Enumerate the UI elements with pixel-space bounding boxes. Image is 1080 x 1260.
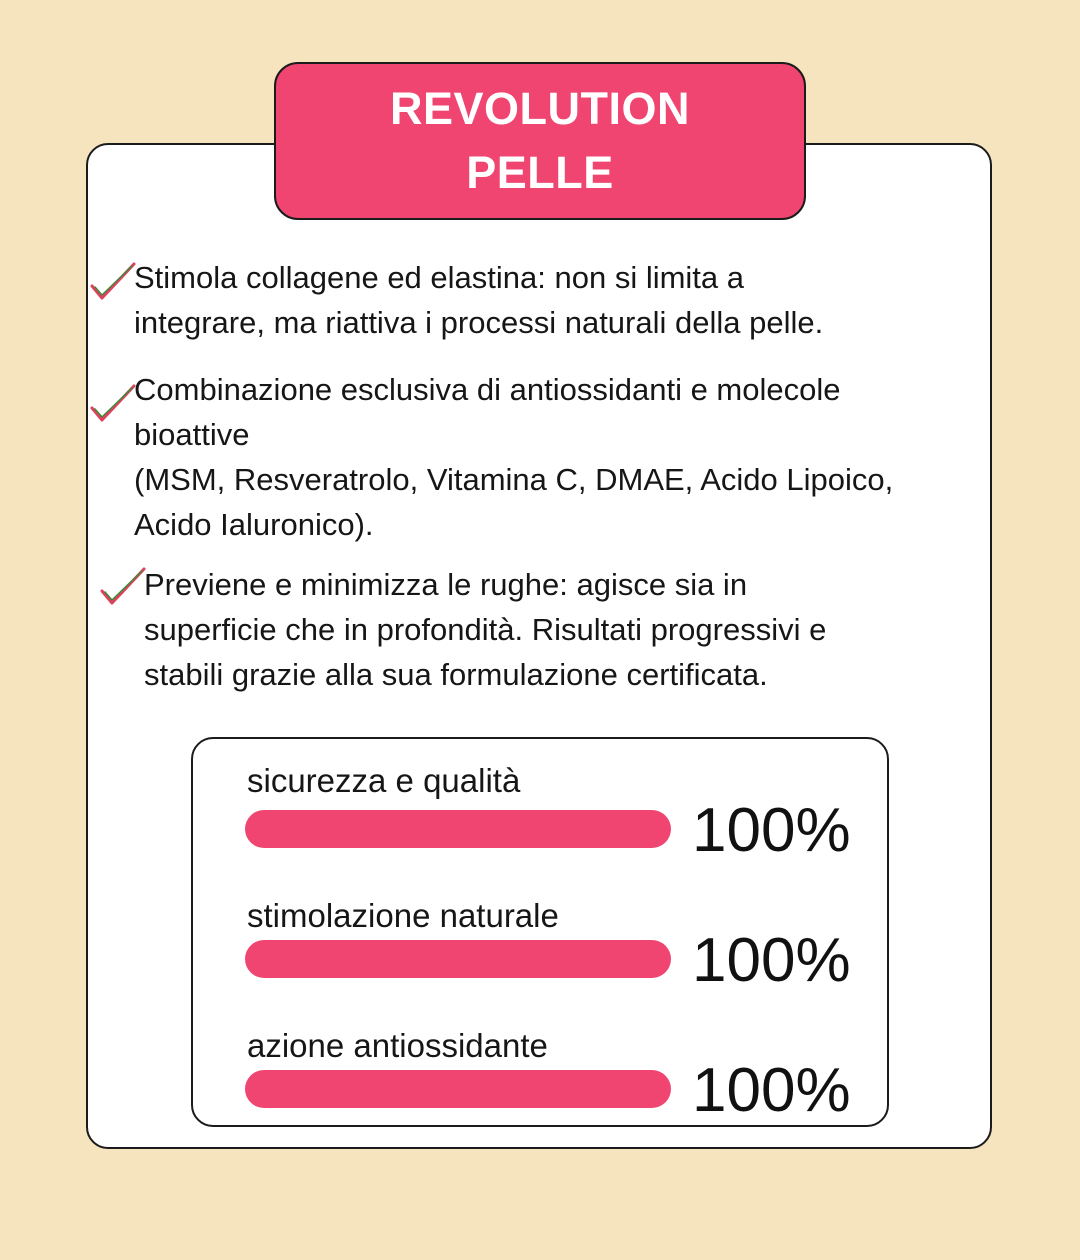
title-line-1: REVOLUTION	[389, 83, 690, 134]
stat-label-safety: sicurezza e qualità	[247, 762, 521, 799]
stat-value-safety: 100%	[692, 796, 851, 865]
bullet-line: integrare, ma riattiva i processi naturali della pelle.	[134, 305, 824, 340]
stat-label-antioxidant: azione antiossidante	[247, 1027, 548, 1064]
stat-label-stimulation: stimolazione naturale	[247, 897, 559, 934]
check-icon	[90, 262, 136, 302]
title-banner	[274, 62, 806, 220]
bullet-line: Acido Ialuronico).	[134, 507, 374, 542]
bullet-item-1	[134, 255, 823, 345]
stat-value-antioxidant: 100%	[692, 1056, 851, 1125]
stat-bar-fill	[245, 940, 671, 978]
check-icon	[100, 567, 146, 607]
title-line-2: PELLE	[466, 147, 614, 198]
bullet-line: Combinazione esclusiva di antiossidanti e molecole	[134, 372, 841, 407]
stat-bar-fill	[245, 1070, 671, 1108]
bullet-item-3	[144, 562, 826, 697]
bullet-line: Previene e minimizza le rughe: agisce sia in	[144, 567, 748, 602]
stat-bar-fill	[245, 810, 671, 848]
bullet-line: (MSM, Resveratrolo, Vitamina C, DMAE, Acido Lipoico,	[134, 462, 894, 497]
bullet-line: bioattive	[134, 417, 250, 452]
bullet-line: stabili grazie alla sua formulazione certificata.	[144, 657, 768, 692]
bullet-line: superficie che in profondità. Risultati progressivi e	[144, 612, 827, 647]
bullet-line: Stimola collagene ed elastina: non si limita a	[134, 260, 745, 295]
stat-bar-stimulation	[245, 940, 671, 978]
stat-bar-safety	[245, 810, 671, 848]
bullet-item-2	[134, 367, 893, 547]
stat-bar-antioxidant	[245, 1070, 671, 1108]
check-icon	[90, 384, 136, 424]
stat-value-stimulation: 100%	[692, 926, 851, 995]
